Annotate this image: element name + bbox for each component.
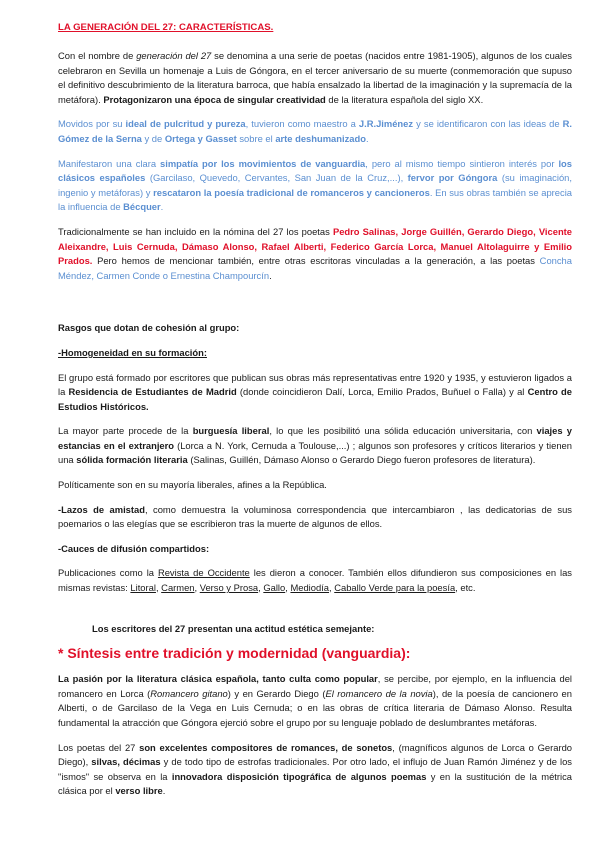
text: y se identificaron con las ideas de — [413, 118, 563, 130]
text: (Lorca a N. York, Cernuda a Toulouse,...) ; algunos son profesores y críticos literarios y tienen una — [58, 439, 572, 466]
text: . — [269, 269, 272, 281]
text: , tuvieron como maestro a — [245, 118, 359, 130]
text-bold: La pasión por la literatura clásica española, tanto culta como popular — [58, 673, 378, 685]
paragraph-forms — [58, 741, 572, 799]
text-italic: generación del 27 — [136, 50, 212, 61]
paragraph-ideals — [58, 117, 572, 146]
text: , pero al mismo tiempo sintieron interés por — [365, 157, 559, 169]
text: , lo que les posibilitó una sólida educación universitaria, con — [269, 425, 537, 437]
text: y en la sustitución de la métrica clásica por el — [58, 770, 572, 797]
text-bold: Centro de Estudios Históricos. — [58, 386, 572, 412]
text: ) y en Gerardo Diego ( — [227, 687, 326, 699]
text: ), de la poesía de cancionero en Alberti, o de Garcilaso de la Vega en Luis Cernuda; o en las obras de crítica literaria de Dámaso Alonso. Resulta fundamental la atracción que Góngora ejerció sobre el grupo por su lenguaje poblado de deslumbrantes metáforas. — [58, 687, 572, 728]
text-italic: El romancero de la novia — [325, 687, 433, 699]
text-bold: verso libre — [115, 785, 163, 797]
text: . — [365, 132, 369, 144]
text: Los poetas del 27 — [58, 741, 140, 753]
text-bold: R. Gómez de la Serna — [58, 118, 572, 144]
paragraph-poets — [58, 225, 572, 283]
text-italic: Romancero gitano — [150, 687, 228, 699]
text-bold: innovadora disposición tipográfica de algunos poemas — [171, 770, 427, 782]
journal-gallo: Gallo — [263, 582, 286, 594]
text-bold: -Lazos de amistad — [58, 503, 145, 515]
text: Publicaciones como la — [58, 567, 158, 579]
text: , (magníficos algunos de Lorca o Gerardo Diego), — [58, 741, 573, 768]
paragraph-intro — [58, 49, 572, 107]
text-bold: simpatía por los movimientos de vanguardia — [160, 157, 366, 169]
text-bold: Residencia de Estudiantes de Madrid — [68, 386, 237, 398]
text: (su imaginación, ingenio y metáforas) y — [58, 172, 572, 198]
subheading-formation: -Homogeneidad en su formación: — [58, 346, 207, 358]
text-bold: son excelentes compositores de romances, de sonetos — [139, 741, 393, 753]
text-bold: los clásicos españoles — [58, 157, 572, 184]
text: (donde coincidieron Dalí, Lorca, Emilio Prados, Buñuel o Falla) y al — [236, 386, 528, 398]
text-bold: Ortega y Gasset — [164, 132, 237, 144]
text: . — [160, 201, 164, 213]
journal-mediodia: Mediodía — [290, 582, 330, 594]
separator: , — [155, 582, 162, 594]
subheading-diffusion: -Cauces de difusión compartidos: — [58, 542, 210, 554]
text: . En sus obras también se aprecia la influencia de — [58, 186, 572, 213]
text: , se percibe, por ejemplo, en la influencia del romancero en Lorca ( — [58, 673, 573, 699]
text: Movidos por su — [58, 118, 126, 130]
text-bold: arte deshumanizado — [275, 132, 366, 144]
journal-caballo-verde: Caballo Verde para la poesía — [334, 582, 456, 594]
text-bold: viajes y estancias en el extranjero — [58, 425, 572, 451]
text: (Garcilaso, Quevedo, Cervantes, San Juan de la Cruz,...), — [145, 172, 408, 184]
journal-carmen: Carmen — [161, 582, 195, 594]
text: . — [162, 785, 166, 797]
paragraph-friendship — [58, 503, 572, 532]
text: y de todo tipo de estrofas tradicionales. Por otro lado, el influjo de Juan Ramón Jiménez y de los "ismos" se observa en la — [58, 756, 572, 782]
text: Manifestaron una clara — [58, 157, 161, 169]
text: les dieron a conocer. También ellos difundieron sus composiciones en las mismas revistas: — [58, 567, 572, 594]
heading-aesthetic-attitude: Los escritores del 27 presentan una actitud estética semejante: — [92, 622, 375, 634]
text: se denomina a una serie de poetas (nacidos entre 1981-1905), algunos de los cuales celebraron en Sevilla un homenaje a Luis de Góngora, en el tercer aniversario de su muerte (conmemoración que supuso el definitivo descubrimiento de la literatura barroca, que había ensalzado la libertad de la imaginación y la supremacía de la metáfora). — [58, 50, 572, 105]
paragraph-burguesia — [58, 424, 572, 468]
text-bold: rescataron la poesía tradicional de romanceros y cancioneros — [153, 186, 430, 198]
journal-revista-occidente: Revista de Occidente — [157, 567, 250, 579]
text: Pero hemos de mencionar también, entre otras escritoras vinculadas a la generación, a las poetas — [92, 255, 540, 267]
text: , como demuestra la voluminosa correspondencia que intercambiaron , las dedicatorias de sus poemarios o las elegías que se escribieron tras la muerte de algunos de ellos. — [58, 503, 572, 530]
document-title: LA GENERACIÓN DEL 27: CARACTERÍSTICAS. — [58, 22, 274, 33]
paragraph-politics: Políticamente son en su mayoría liberales, afines a la República. — [58, 479, 327, 491]
text: Con el nombre de — [58, 50, 137, 61]
text-bold: ideal de pulcritud y pureza — [125, 118, 246, 130]
text: , etc. — [455, 582, 476, 594]
text: sobre el — [236, 132, 276, 144]
journal-verso-y-prosa: Verso y Prosa — [199, 582, 259, 594]
text-bold: sólida formación literaria — [76, 454, 188, 466]
text: El grupo está formado por escritores que publican sus obras más representativas entre 1920 y 1935, y estuvieron ligados a la — [58, 371, 572, 398]
text: de la literatura española del siglo XX. — [325, 93, 484, 105]
text-bold: fervor por Góngora — [407, 172, 498, 184]
spacer — [58, 606, 572, 622]
text-bold: silvas, décimas — [91, 756, 161, 768]
text: (Salinas, Guillén, Dámaso Alonso o Gerardo Diego fueron profesores de literatura). — [187, 454, 536, 466]
poet-list: Pedro Salinas, Jorge Guillén, Gerardo Diego, Vicente Aleixandre, Luis Cernuda, Dámaso Alonso, Rafael Alberti, Federico García Lorca, Manuel Altolaguirre y Emilio Prados. — [58, 225, 573, 267]
separator: , — [194, 582, 200, 594]
paragraph-residencia — [58, 371, 572, 415]
separator: , — [329, 582, 335, 594]
separator: , — [258, 582, 264, 594]
paragraph-classical-passion — [58, 672, 572, 730]
text-bold: Protagonizaron una época de singular creatividad — [103, 93, 326, 105]
text-bold: Bécquer — [123, 201, 161, 213]
journal-litoral: Litoral — [130, 582, 156, 594]
section-heading-cohesion: Rasgos que dotan de cohesión al grupo: — [58, 322, 240, 334]
text: Tradicionalmente se han incluido en la nómina del 27 los poetas — [58, 225, 333, 237]
text: y de — [141, 132, 165, 144]
separator: , — [285, 582, 291, 594]
paragraph-journals — [58, 566, 572, 595]
women-poets: Concha Méndez, Carmen Conde o Ernestina Champourcín — [58, 255, 572, 281]
text: La mayor parte procede de la — [58, 425, 193, 437]
text-bold: J.R.Jiménez — [358, 118, 414, 130]
paragraph-influences — [58, 157, 572, 215]
heading-synthesis: * Síntesis entre tradición y modernidad (vanguardia): — [58, 645, 411, 662]
spacer — [58, 293, 572, 321]
text-bold: burguesía liberal — [192, 425, 270, 437]
